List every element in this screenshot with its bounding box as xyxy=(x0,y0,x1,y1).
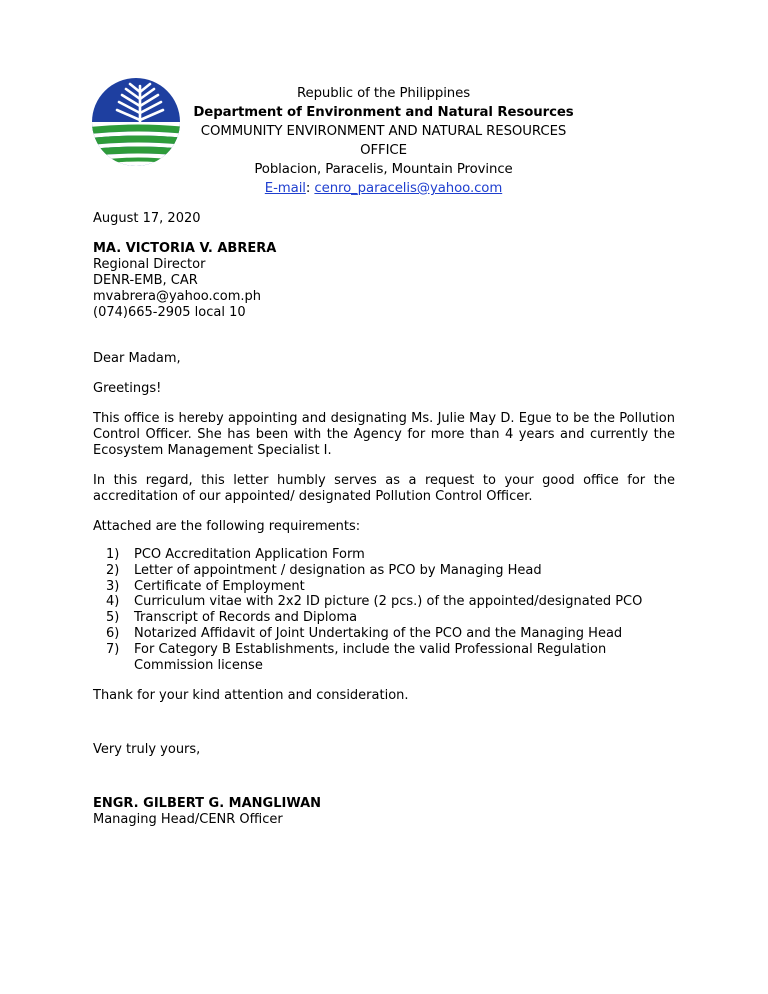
list-item: 3) Certificate of Employment xyxy=(106,578,305,594)
recipient-office: DENR-EMB, CAR xyxy=(93,273,198,288)
recipient-block xyxy=(93,241,675,321)
letterhead xyxy=(176,84,591,198)
email-separator: : xyxy=(305,181,315,196)
list-item: 2) Letter of appointment / designation as PCO by Managing Head xyxy=(106,562,542,578)
signatory-title: Managing Head/CENR Officer xyxy=(93,812,283,828)
letterhead-address: Poblacion, Paracelis, Mountain Province xyxy=(254,162,513,177)
recipient-phone: (074)665-2905 local 10 xyxy=(93,305,246,320)
letterhead-email-line xyxy=(176,179,591,198)
letterhead-republic: Republic of the Philippines xyxy=(296,86,471,101)
list-item: 1) PCO Accreditation Application Form xyxy=(106,547,365,562)
recipient-email: mvabrera@yahoo.com.ph xyxy=(93,289,262,304)
greeting: Greetings! xyxy=(93,381,162,396)
letter-body xyxy=(93,211,675,828)
denr-logo xyxy=(90,78,186,166)
signatory-name: ENGR. GILBERT G. MANGLIWAN xyxy=(93,796,322,812)
list-item: 4) Curriculum vitae with 2x2 ID picture (2 pcs.) of the appointed/designated PCO xyxy=(106,594,643,610)
requirements-intro: Attached are the following requirements: xyxy=(93,519,361,534)
salutation: Dear Madam, xyxy=(93,351,181,366)
email-label-link[interactable]: E-mail xyxy=(264,181,306,196)
complimentary-close: Very truly yours, xyxy=(93,742,201,758)
signature-block xyxy=(93,796,675,828)
letterhead-department: Department of Environment and Natural Resources xyxy=(193,105,574,120)
list-item: 7) For Category B Establishments, include the valid Professional Regulation Commission license xyxy=(106,641,607,673)
recipient-name: MA. VICTORIA V. ABRERA xyxy=(93,241,277,256)
requirements-list xyxy=(93,547,675,673)
email-address-link[interactable]: cenro_paracelis@yahoo.com xyxy=(314,181,503,196)
paragraph-request: In this regard, this letter humbly serves as a request to your good office for the accreditation of our appointed/ designated Pollution Control Officer. xyxy=(93,473,675,504)
letter-date: August 17, 2020 xyxy=(93,211,201,226)
list-item: 5) Transcript of Records and Diploma xyxy=(106,610,358,626)
letterhead-office: COMMUNITY ENVIRONMENT AND NATURAL RESOURCES OFFICE xyxy=(200,124,567,158)
paragraph-appointment: This office is hereby appointing and designating Ms. Julie May D. Egue to be the Pollution Control Officer. She has been with the Agency for more than 4 years and currently the Ecosystem Management Specialist I. xyxy=(93,411,675,458)
closing-thanks: Thank for your kind attention and consideration. xyxy=(93,688,409,704)
recipient-title: Regional Director xyxy=(93,257,206,272)
list-item: 6) Notarized Affidavit of Joint Undertaking of the PCO and the Managing Head xyxy=(106,625,623,641)
